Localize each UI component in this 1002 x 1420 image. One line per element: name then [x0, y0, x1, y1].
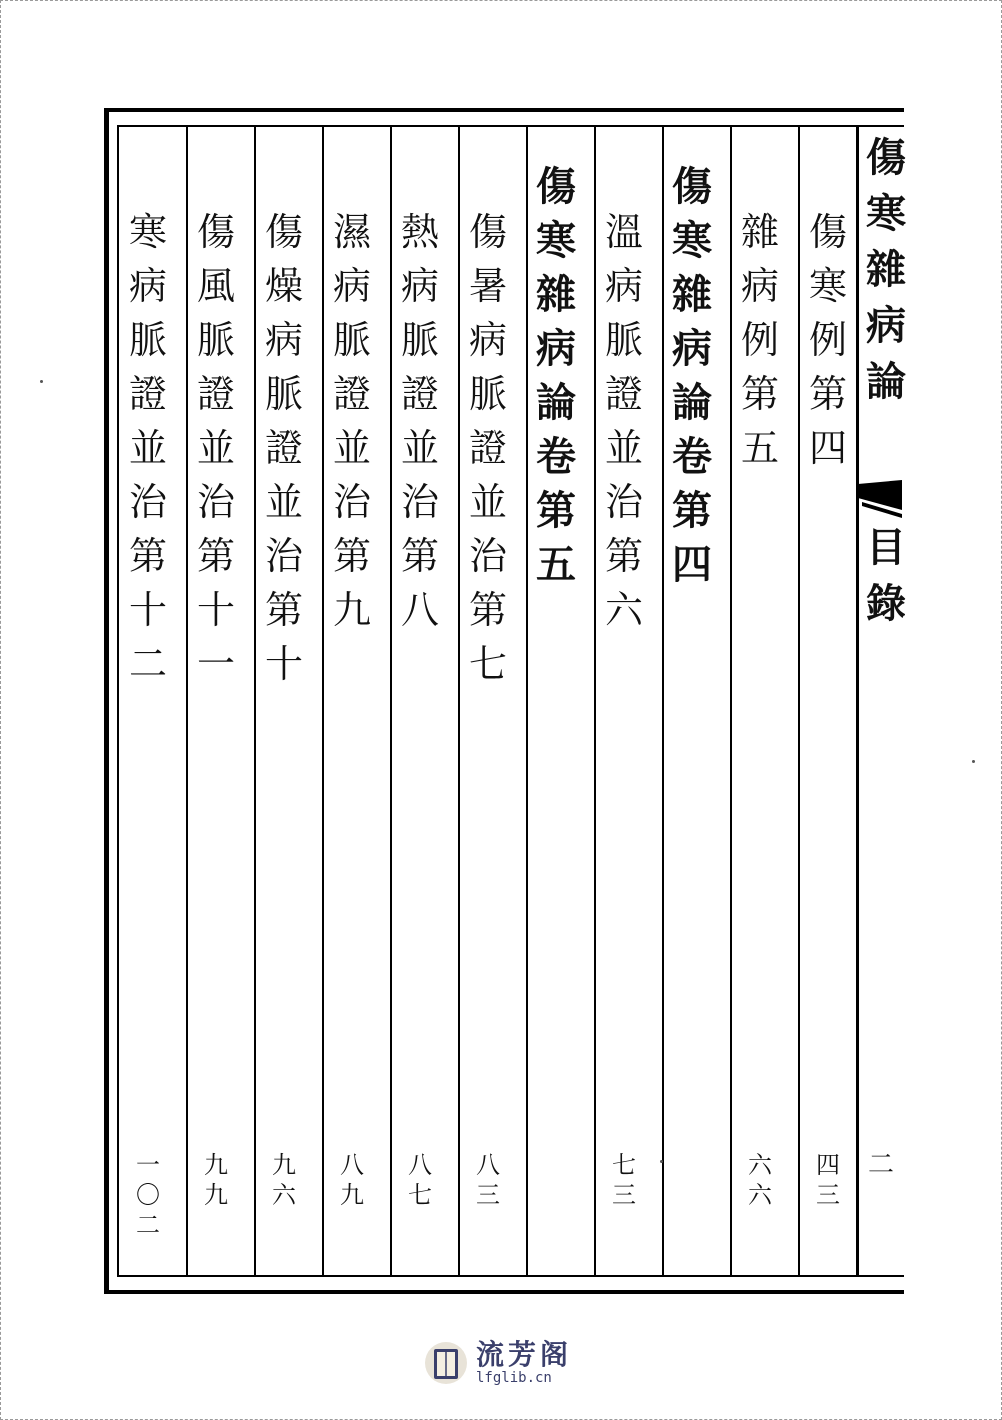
page-number — [458, 1150, 518, 1210]
entry-title-char: 溫 — [604, 210, 643, 254]
entry-title-char: 脈 — [128, 318, 167, 362]
entry-title-char: 卷 — [536, 433, 576, 480]
entry-title-char: 病 — [672, 325, 712, 372]
page-number-char: 九 — [204, 1181, 228, 1209]
entry-title-char: 並 — [468, 480, 507, 524]
entry-title-char: 證 — [332, 372, 371, 416]
page-number — [594, 1150, 654, 1210]
page-number-char: 六 — [748, 1151, 772, 1179]
book-title-char: 論 — [866, 358, 906, 405]
entry-title-char: 傷 — [536, 163, 576, 210]
entry-title-char: 第 — [332, 534, 371, 578]
toc-entry — [458, 205, 518, 691]
page-number-char: 七 — [408, 1181, 432, 1209]
book-icon — [424, 1341, 468, 1385]
entry-title-char: 第 — [400, 534, 439, 578]
entry-title-char: 一 — [196, 642, 235, 686]
page-number-char: 九 — [272, 1151, 296, 1179]
scan-speck — [660, 1160, 663, 1163]
entry-title-char: 寒 — [808, 264, 847, 308]
page-number-char: 四 — [816, 1151, 840, 1179]
page-number-char: 一 — [136, 1151, 160, 1179]
entry-title-char: 治 — [128, 480, 167, 524]
book-title-char: 病 — [866, 302, 906, 349]
entry-title-char: 寒 — [128, 210, 167, 254]
page-number — [186, 1150, 246, 1210]
entry-title-char: 寒 — [672, 217, 712, 264]
page-number-char: 二 — [136, 1211, 160, 1239]
page-number-char: 三 — [612, 1181, 636, 1209]
page-number — [730, 1150, 790, 1210]
toc-entry — [186, 205, 246, 691]
entry-title-char: 五 — [740, 426, 779, 470]
entry-title-char: 第 — [604, 534, 643, 578]
entry-title-char: 證 — [196, 372, 235, 416]
entry-title-char: 八 — [400, 588, 439, 632]
entry-title-char: 並 — [604, 426, 643, 470]
entry-title-char: 九 — [332, 588, 371, 632]
volume-heading — [526, 160, 586, 592]
section-label-char: 目 — [866, 524, 906, 571]
page-number-char: 七 — [612, 1151, 636, 1179]
scan-speck — [972, 760, 975, 763]
entry-title-char: 第 — [740, 372, 779, 416]
entry-title-char: 證 — [264, 426, 303, 470]
page-number-char: 〇 — [136, 1181, 160, 1209]
entry-title-char: 六 — [604, 588, 643, 632]
entry-title-char: 病 — [400, 264, 439, 308]
entry-title-char: 四 — [672, 541, 712, 588]
entry-title-char: 例 — [808, 318, 847, 362]
entry-title-char: 第 — [264, 588, 303, 632]
entry-title-char: 並 — [332, 426, 371, 470]
entry-title-char: 第 — [196, 534, 235, 578]
entry-title-char: 病 — [604, 264, 643, 308]
page-number-char: 九 — [204, 1151, 228, 1179]
watermark-brand: 流芳阁 — [476, 1338, 573, 1371]
page-number-char: 六 — [272, 1181, 296, 1209]
page-number-char: 八 — [340, 1151, 364, 1179]
page-number-char: 九 — [340, 1181, 364, 1209]
toc-entry — [254, 205, 314, 691]
entry-title-char: 第 — [672, 487, 712, 534]
entry-title-char: 風 — [196, 264, 235, 308]
book-title-char: 傷 — [866, 134, 906, 181]
page-number-char: 八 — [476, 1151, 500, 1179]
entry-title-char: 證 — [128, 372, 167, 416]
page-number — [798, 1150, 858, 1210]
entry-title-char: 證 — [468, 426, 507, 470]
entry-title-char: 暑 — [468, 264, 507, 308]
page-number-char: 六 — [748, 1181, 772, 1209]
entry-title-char: 十 — [128, 588, 167, 632]
entry-title-char: 濕 — [332, 210, 371, 254]
entry-title-char: 病 — [740, 264, 779, 308]
entry-title-char: 七 — [468, 642, 507, 686]
watermark-url: lfglib.cn — [476, 1370, 552, 1386]
page-number-char: 八 — [408, 1151, 432, 1179]
section-label-char: 錄 — [866, 580, 906, 627]
toc-entry — [118, 205, 178, 691]
entry-title-char: 病 — [536, 325, 576, 372]
entry-title-char: 傷 — [808, 210, 847, 254]
toc-entry — [730, 205, 790, 475]
toc-entry — [798, 205, 858, 475]
entry-title-char: 脈 — [264, 372, 303, 416]
book-title-char: 寒 — [866, 190, 906, 237]
entry-title-char: 治 — [332, 480, 371, 524]
page-number — [118, 1150, 178, 1240]
entry-title-char: 十 — [264, 642, 303, 686]
entry-title-char: 寒 — [536, 217, 576, 264]
entry-title-char: 傷 — [196, 210, 235, 254]
entry-title-char: 二 — [128, 642, 167, 686]
entry-title-char: 並 — [264, 480, 303, 524]
entry-title-char: 卷 — [672, 433, 712, 480]
entry-title-char: 並 — [400, 426, 439, 470]
entry-title-char: 論 — [536, 379, 576, 426]
entry-title-char: 脈 — [332, 318, 371, 362]
entry-title-char: 並 — [128, 426, 167, 470]
entry-title-char: 傷 — [672, 163, 712, 210]
entry-title-char: 第 — [536, 487, 576, 534]
page-number — [390, 1150, 450, 1210]
entry-title-char: 脈 — [400, 318, 439, 362]
entry-title-char: 病 — [468, 318, 507, 362]
entry-title-char: 雜 — [672, 271, 712, 318]
entry-title-char: 病 — [264, 318, 303, 362]
entry-title-char: 治 — [196, 480, 235, 524]
entry-title-char: 第 — [128, 534, 167, 578]
entry-title-char: 五 — [536, 541, 576, 588]
entry-title-char: 治 — [264, 534, 303, 578]
toc-entry — [594, 205, 654, 637]
entry-title-char: 證 — [604, 372, 643, 416]
entry-title-char: 四 — [808, 426, 847, 470]
entry-title-char: 傷 — [264, 210, 303, 254]
volume-heading — [662, 160, 722, 592]
entry-title-char: 治 — [604, 480, 643, 524]
title-page-number — [868, 1150, 894, 1180]
page-number-char: 三 — [816, 1181, 840, 1209]
entry-title-char: 病 — [128, 264, 167, 308]
entry-title-char: 論 — [672, 379, 712, 426]
book-title — [866, 130, 906, 410]
entry-title-char: 十 — [196, 588, 235, 632]
entry-title-char: 病 — [332, 264, 371, 308]
page-number-char: 三 — [476, 1181, 500, 1209]
entry-title-char: 並 — [196, 426, 235, 470]
entry-title-char: 脈 — [196, 318, 235, 362]
book-title-char: 雜 — [866, 246, 906, 293]
toc-entry — [390, 205, 450, 637]
entry-title-char: 證 — [400, 372, 439, 416]
scan-speck — [40, 380, 43, 383]
watermark — [424, 1338, 572, 1388]
entry-title-char: 熱 — [400, 210, 439, 254]
page-number — [254, 1150, 314, 1210]
entry-title-char: 脈 — [604, 318, 643, 362]
entry-title-char: 治 — [400, 480, 439, 524]
entry-title-char: 例 — [740, 318, 779, 362]
entry-title-char: 傷 — [468, 210, 507, 254]
entry-title-char: 第 — [468, 588, 507, 632]
entry-title-char: 脈 — [468, 372, 507, 416]
page-number — [322, 1150, 382, 1210]
entry-title-char: 燥 — [264, 264, 303, 308]
entry-title-char: 治 — [468, 534, 507, 578]
entry-title-char: 雜 — [740, 210, 779, 254]
title-page-number-char: 二 — [868, 1150, 895, 1180]
entry-title-char: 雜 — [536, 271, 576, 318]
entry-title-char: 第 — [808, 372, 847, 416]
fish-tail-mark — [858, 480, 902, 518]
section-label — [866, 520, 906, 632]
toc-entry — [322, 205, 382, 637]
book-title-column — [866, 130, 906, 1276]
